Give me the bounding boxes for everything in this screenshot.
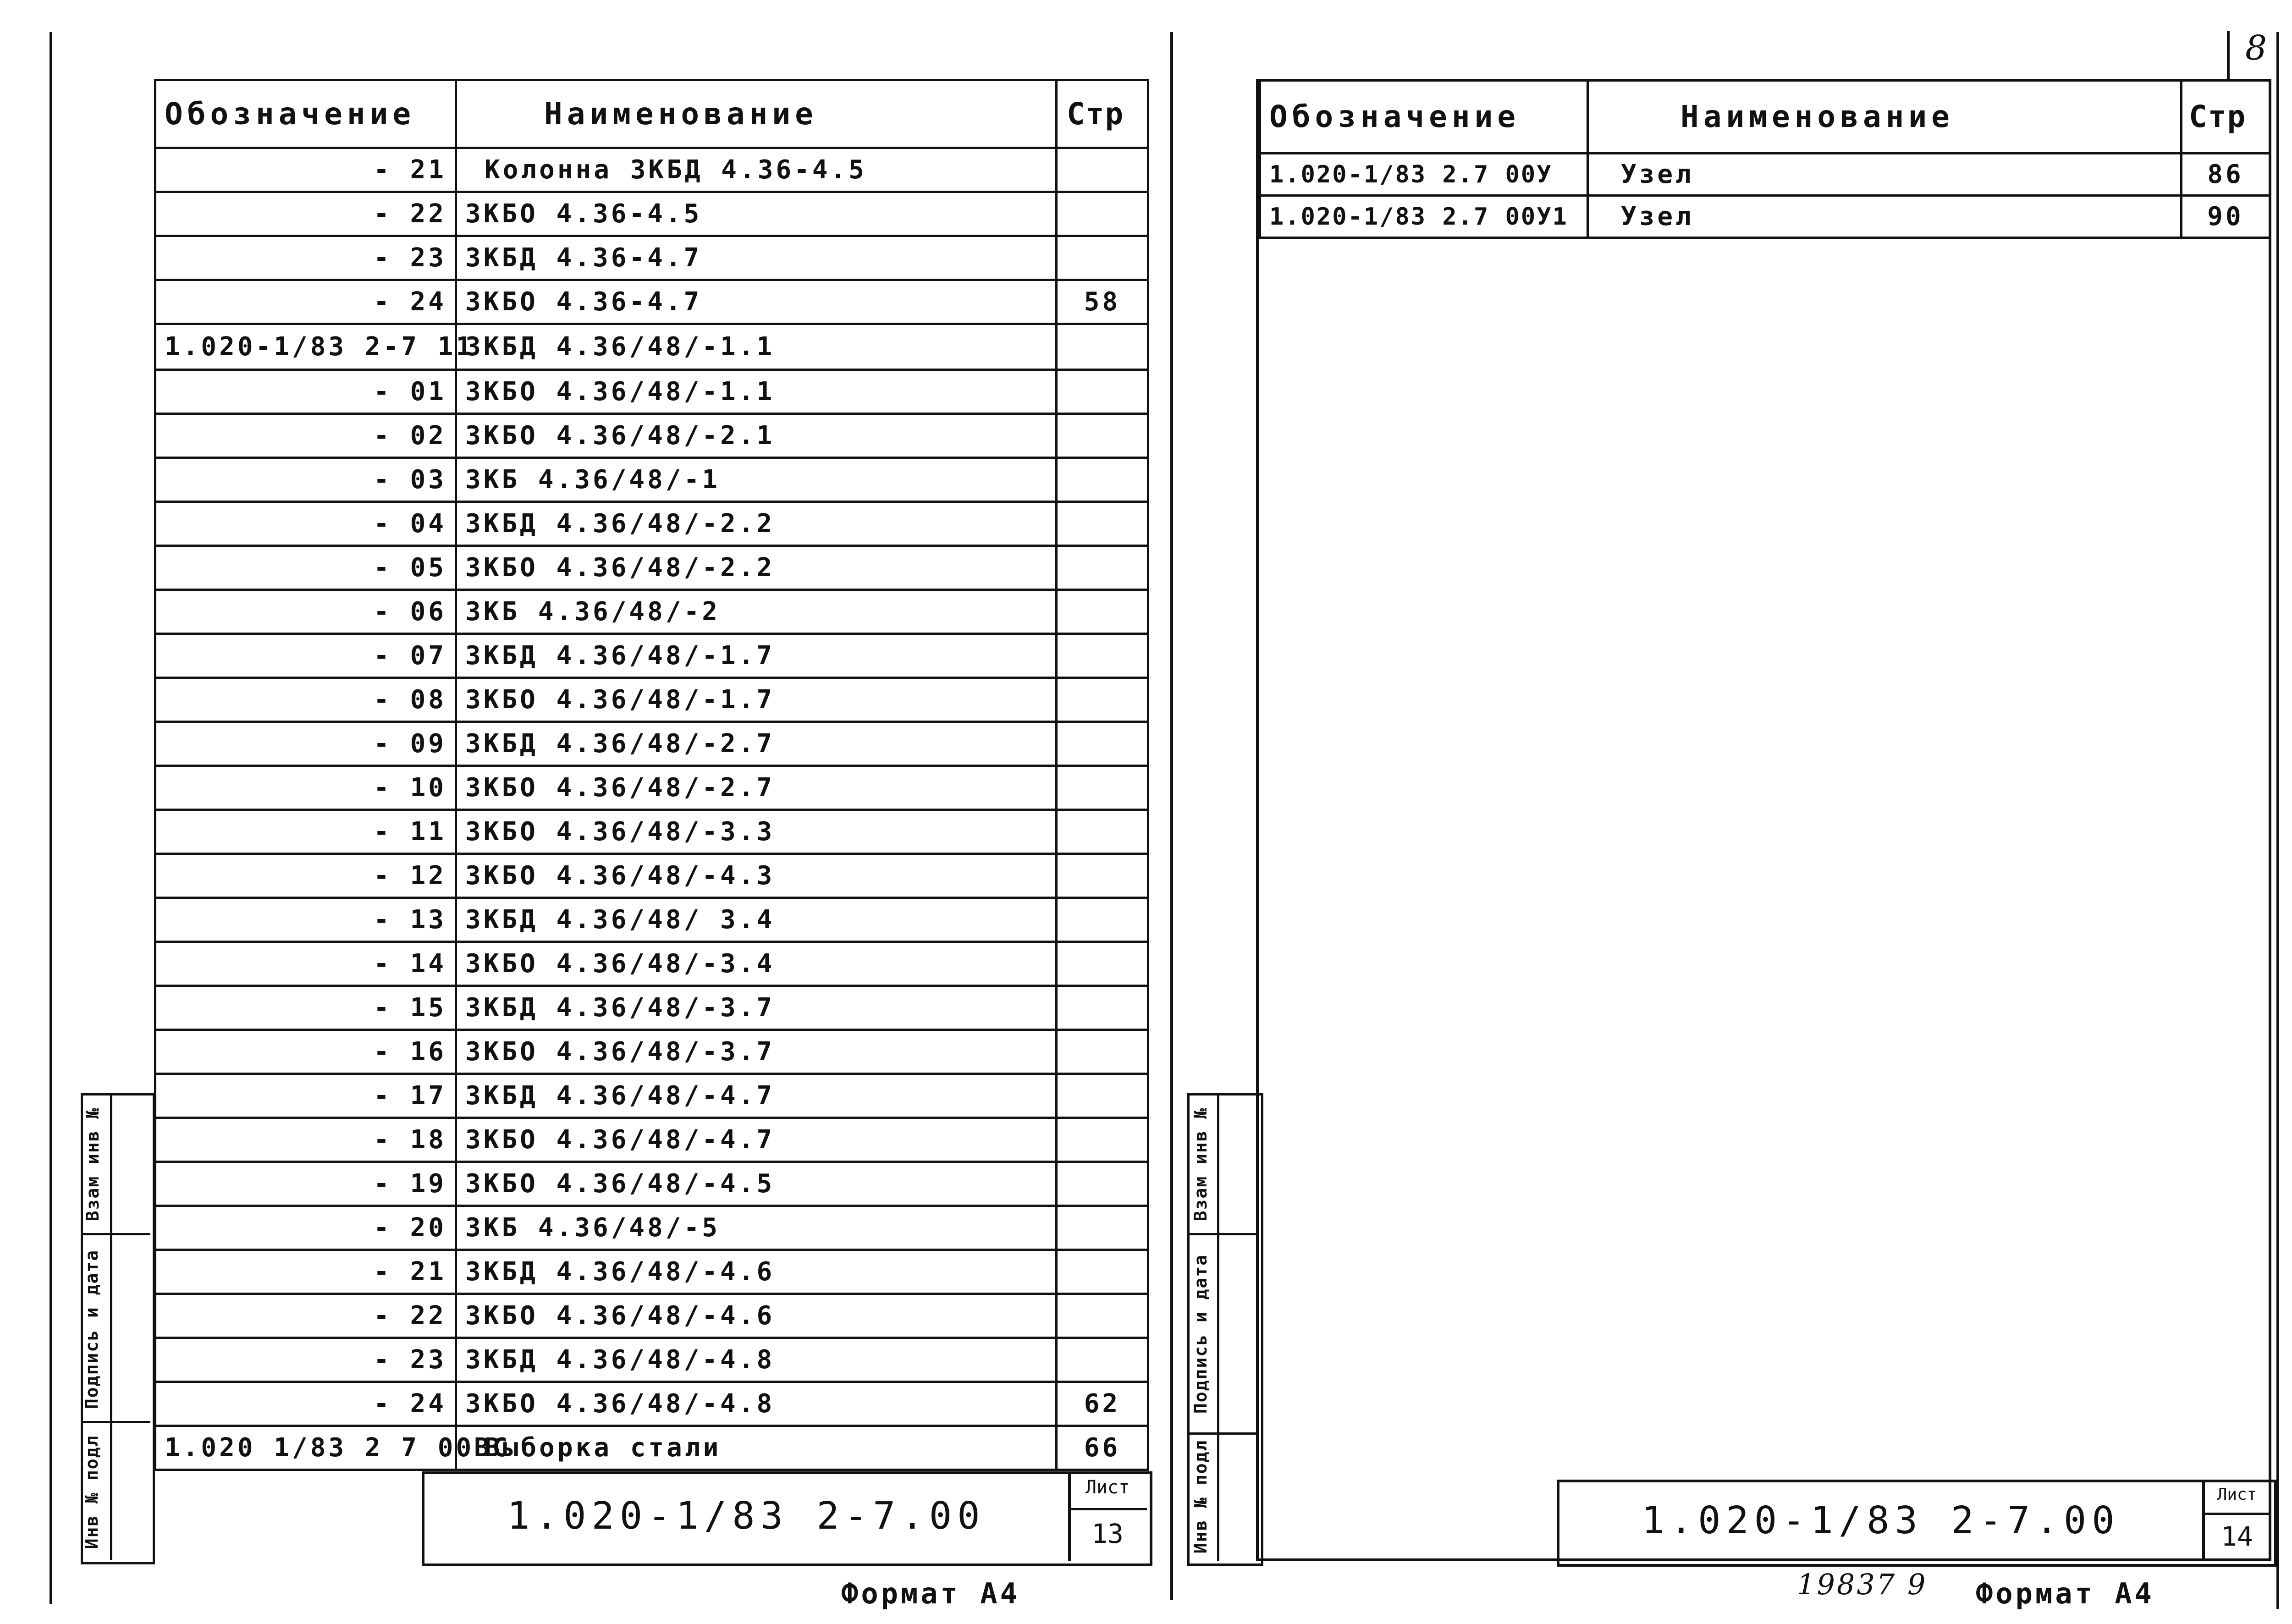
right-corner-number: 8 [2245, 28, 2267, 68]
row-name: 3КБД 4.36/48/-4.6 [456, 1250, 1057, 1294]
row-designation: - 22 [155, 1294, 456, 1338]
row-designation: - 10 [155, 766, 456, 810]
table-row [155, 236, 1148, 280]
row-page [1057, 546, 1148, 590]
table-row [155, 546, 1148, 590]
left-side-label-signature: Подпись и дата [82, 1249, 102, 1409]
row-designation: - 06 [155, 590, 456, 634]
table-row [1260, 196, 2270, 238]
table-row [155, 766, 1148, 810]
row-page: 66 [1057, 1426, 1148, 1470]
row-designation: - 15 [155, 986, 456, 1030]
row-designation: 1.020-1/83 2-7 11 [155, 324, 456, 370]
row-designation: - 21 [155, 148, 456, 192]
row-designation: - 13 [155, 898, 456, 942]
table-row [155, 1426, 1148, 1470]
row-name: 3КБО 4.36/48/-2.1 [456, 414, 1057, 458]
row-designation: - 20 [155, 1206, 456, 1250]
right-archive-number: 19837 9 [1797, 1568, 1928, 1601]
row-name: Выборка стали [456, 1426, 1057, 1470]
right-corner-box-left [2227, 31, 2230, 82]
row-page [1057, 854, 1148, 898]
row-designation: - 23 [155, 236, 456, 280]
row-page [1057, 1074, 1148, 1118]
row-name: 3КБО 4.36/48/-3.3 [456, 810, 1057, 854]
row-designation: - 09 [155, 722, 456, 766]
table-row [155, 590, 1148, 634]
table-row [155, 942, 1148, 986]
row-page [1057, 324, 1148, 370]
row-designation: 1.020-1/83 2.7 00У1 [1260, 196, 1588, 238]
row-page [1057, 678, 1148, 722]
row-designation: - 08 [155, 678, 456, 722]
row-name: Узел [1588, 196, 2182, 238]
row-page [1057, 722, 1148, 766]
right-stamp-sheet-label: Лист [2217, 1485, 2257, 1504]
row-designation: - 24 [155, 1382, 456, 1426]
row-page [1057, 1162, 1148, 1206]
row-name: 3КБО 4.36/48/-2.7 [456, 766, 1057, 810]
row-designation: - 17 [155, 1074, 456, 1118]
row-page [1057, 1294, 1148, 1338]
row-page [1057, 634, 1148, 678]
row-page [1057, 810, 1148, 854]
left-side-label-inventory: Инв № подл [82, 1435, 102, 1549]
row-designation: 1.020 1/83 2 7 00ВС [155, 1426, 456, 1470]
row-name: 3КБ 4.36/48/-1 [456, 458, 1057, 502]
row-name: 3КБО 4.36/48/-4.7 [456, 1118, 1057, 1162]
table-row [155, 1030, 1148, 1074]
row-page [1057, 1338, 1148, 1382]
row-name: 3КБО 4.36/48/-3.4 [456, 942, 1057, 986]
row-page [1057, 898, 1148, 942]
header-page: Стр [2182, 80, 2270, 154]
right-fold-line [2276, 32, 2279, 1609]
row-designation: - 03 [155, 458, 456, 502]
row-name: 3КБО 4.36/48/-3.7 [456, 1030, 1057, 1074]
right-stamp-code: 1.020-1/83 2-7.00 [1642, 1498, 2120, 1542]
row-name: 3КБО 4.36/48/-4.5 [456, 1162, 1057, 1206]
header-page: Стр [1057, 80, 1148, 148]
left-stamp-sheet-label: Лист [1085, 1477, 1130, 1498]
right-sheet-frame [1256, 79, 2271, 1561]
table-row [155, 324, 1148, 370]
right-side-label-signature: Подпись и дата [1190, 1254, 1211, 1414]
row-name: 3КБД 4.36-4.7 [456, 236, 1057, 280]
row-page [1057, 590, 1148, 634]
row-page: 62 [1057, 1382, 1148, 1426]
table-row [155, 986, 1148, 1030]
right-side-label-replace: Взам инв № [1190, 1107, 1211, 1222]
row-name: 3КБД 4.36/48/-2.2 [456, 502, 1057, 546]
row-designation: - 21 [155, 1250, 456, 1294]
row-page [1057, 502, 1148, 546]
row-designation: - 18 [155, 1118, 456, 1162]
table-row [155, 1382, 1148, 1426]
row-page [1057, 1118, 1148, 1162]
left-stamp-sheet-number: 13 [1091, 1518, 1124, 1549]
table-row [155, 414, 1148, 458]
table-row [155, 148, 1148, 192]
row-designation: - 19 [155, 1162, 456, 1206]
table-row [155, 854, 1148, 898]
row-designation: 1.020-1/83 2.7 00У [1260, 154, 1588, 196]
table-row [155, 1206, 1148, 1250]
table-row [155, 722, 1148, 766]
table-row [155, 1162, 1148, 1206]
right-stamp-sheet-number: 14 [2221, 1521, 2253, 1552]
table-row [155, 1294, 1148, 1338]
row-name: 3КБД 4.36/48/-1.1 [456, 324, 1057, 370]
row-page [1057, 458, 1148, 502]
row-name: 3КБД 4.36/48/-3.7 [456, 986, 1057, 1030]
row-designation: - 07 [155, 634, 456, 678]
table-row [1260, 154, 2270, 196]
right-spec-table [1259, 79, 2271, 239]
row-designation: - 01 [155, 370, 456, 414]
row-page [1057, 414, 1148, 458]
row-name: 3КБО 4.36/48/-4.8 [456, 1382, 1057, 1426]
row-page: 58 [1057, 280, 1148, 324]
row-designation: - 12 [155, 854, 456, 898]
row-page [1057, 766, 1148, 810]
row-page [1057, 942, 1148, 986]
row-page [1057, 236, 1148, 280]
row-name: 3КБО 4.36/48/-4.6 [456, 1294, 1057, 1338]
table-row [155, 678, 1148, 722]
table-row [155, 1074, 1148, 1118]
right-stamp-sheet-divider [2205, 1513, 2271, 1515]
row-name: 3КБО 4.36/48/-1.7 [456, 678, 1057, 722]
row-name: Колонна 3КБД 4.36-4.5 [456, 148, 1057, 192]
row-designation: - 11 [155, 810, 456, 854]
table-row [155, 1338, 1148, 1382]
row-page [1057, 148, 1148, 192]
row-name: 3КБД 4.36/48/-2.7 [456, 722, 1057, 766]
left-fold-line [50, 32, 52, 1604]
right-format-label: Формат А4 [1976, 1577, 2154, 1610]
table-row [155, 810, 1148, 854]
row-designation: - 04 [155, 502, 456, 546]
header-designation: Обозначение [155, 80, 456, 148]
row-designation: - 14 [155, 942, 456, 986]
header-name: Наименование [1588, 80, 2182, 154]
table-row [155, 634, 1148, 678]
row-page [1057, 1030, 1148, 1074]
left-side-label-replace: Взам инв № [83, 1107, 103, 1222]
header-name: Наименование [456, 80, 1057, 148]
row-name: 3КБ 4.36/48/-5 [456, 1206, 1057, 1250]
left-side-strip-divider-vertical [110, 1093, 112, 1560]
right-side-strip-divider-vertical [1217, 1093, 1219, 1561]
table-row [155, 1118, 1148, 1162]
row-page [1057, 1206, 1148, 1250]
row-page: 86 [2182, 154, 2270, 196]
table-row [155, 458, 1148, 502]
header-designation: Обозначение [1260, 80, 1588, 154]
row-page: 90 [2182, 196, 2270, 238]
right-side-label-inventory: Инв № подл [1190, 1439, 1211, 1554]
row-name: 3КБД 4.36/48/-4.7 [456, 1074, 1057, 1118]
table-row [155, 192, 1148, 236]
left-spec-table [154, 79, 1149, 1471]
row-name: 3КБО 4.36-4.5 [456, 192, 1057, 236]
row-designation: - 16 [155, 1030, 456, 1074]
row-page [1057, 1250, 1148, 1294]
row-name: 3КБ 4.36/48/-2 [456, 590, 1057, 634]
left-stamp-sheet-divider [1071, 1508, 1147, 1510]
table-row [155, 370, 1148, 414]
row-name: 3КБД 4.36/48/-4.8 [456, 1338, 1057, 1382]
row-designation: - 23 [155, 1338, 456, 1382]
row-page [1057, 370, 1148, 414]
row-name: 3КБД 4.36/48/-1.7 [456, 634, 1057, 678]
row-name: 3КБО 4.36-4.7 [456, 280, 1057, 324]
left-stamp-code: 1.020-1/83 2-7.00 [507, 1494, 986, 1538]
table-row [155, 1250, 1148, 1294]
row-name: 3КБД 4.36/48/ 3.4 [456, 898, 1057, 942]
row-designation: - 24 [155, 280, 456, 324]
table-row [155, 898, 1148, 942]
row-name: Узел [1588, 154, 2182, 196]
table-row [155, 280, 1148, 324]
row-designation: - 22 [155, 192, 456, 236]
row-name: 3КБО 4.36/48/-2.2 [456, 546, 1057, 590]
row-designation: - 05 [155, 546, 456, 590]
row-name: 3КБО 4.36/48/-1.1 [456, 370, 1057, 414]
row-page [1057, 192, 1148, 236]
right-header-row [1260, 80, 2270, 154]
row-page [1057, 986, 1148, 1030]
row-name: 3КБО 4.36/48/-4.3 [456, 854, 1057, 898]
row-designation: - 02 [155, 414, 456, 458]
center-fold-line [1170, 32, 1173, 1600]
left-format-label: Формат А4 [841, 1577, 1020, 1610]
table-row [155, 502, 1148, 546]
left-header-row [155, 80, 1148, 148]
